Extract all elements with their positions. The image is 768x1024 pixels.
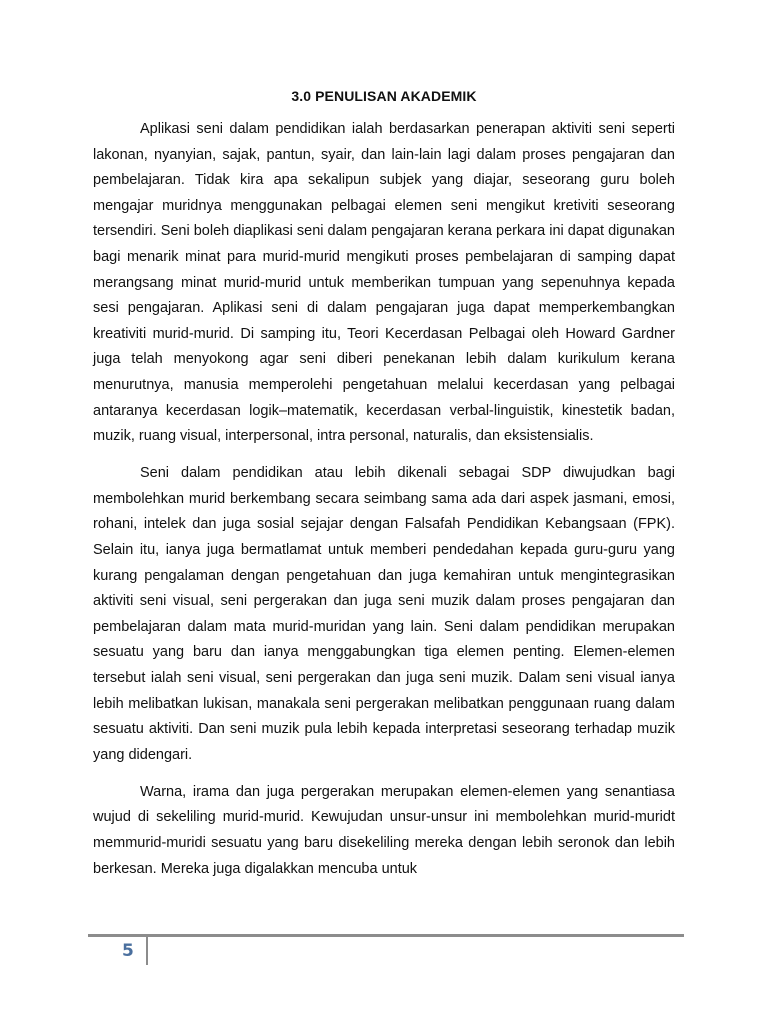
paragraph-2: Seni dalam pendidikan atau lebih dikenali sebagai SDP diwujudkan bagi membolehkan murid berkembang secara seimbang sama ada dari aspek jasmani, emosi, rohani, intelek dan juga sosial sejajar dengan Falsafah Pendidikan Kebangsaan (FPK). Selain itu, ianya juga bermatlamat untuk memberi pendedahan kepada guru-guru yang kurang pengalaman dengan pengetahuan dan juga kemahiran untuk mengintegrasikan aktiviti seni visual, seni pergerakan dan juga seni muzik dalam proses pengajaran dan pembelajaran dalam mata murid-muridan yang lain. Seni dalam pendidikan merupakan sesuatu yang baru dan ianya menggabungkan tiga elemen penting. Elemen-elemen tersebut ialah seni visual, seni pergerakan dan juga seni muzik. Dalam seni visual ianya lebih melibatkan lukisan, manakala seni pergerakan melibatkan penggunaan ruang dalam sesuatu aktiviti. Dan seni muzik pula lebih kepada interpretasi seseorang terhadap muzik yang didengari.: [93, 465, 675, 763]
footer-rule: [88, 934, 684, 937]
page-number: 5: [122, 941, 134, 961]
page-number-divider: [146, 937, 148, 965]
paragraph-1: Aplikasi seni dalam pendidikan ialah berdasarkan penerapan aktiviti seni seperti lakonan, nyanyian, sajak, pantun, syair, dan lain-lain lagi dalam proses pengajaran dan pembelajaran. Tidak kira apa sekalipun subjek yang diajar, seseorang guru boleh mengajar muridnya menggunakan pelbagai elemen seni mengikut kretiviti seseorang tersendiri. Seni boleh diaplikasi seni dalam pengajaran kerana perkara ini dapat digunakan bagi menarik minat para murid-murid mengikuti proses pembelajaran di samping dapat merangsang minat murid-murid untuk memberikan tumpuan yang sepenuhnya kepada sesi pengajaran. Aplikasi seni di dalam pengajaran juga dapat memperkembangkan kreativiti murid-murid. Di samping itu, Teori Kecerdasan Pelbagai oleh Howard Gardner juga telah menyokong agar seni diberi penekanan lebih dalam kurikulum kerana menurutnya, manusia memperolehi pengetahuan melalui kecerdasan yang pelbagai antaranya kecerdasan logik–matematik, kecerdasan verbal-linguistik, kinestetik badan, muzik, ruang visual, interpersonal, intra personal, naturalis, dan eksistensialis.: [93, 121, 675, 445]
paragraph-3: Warna, irama dan juga pergerakan merupakan elemen-elemen yang senantiasa wujud di sekeliling murid-murid. Kewujudan unsur-unsur ini membolehkan murid-muridt memmurid-muridi sesuatu yang baru disekeliling mereka dengan lebih seronok dan lebih berkesan. Mereka juga digalakkan mencuba untuk: [93, 783, 675, 877]
body-text: [93, 117, 675, 894]
section-heading: 3.0 PENULISAN AKADEMIK: [291, 88, 477, 104]
